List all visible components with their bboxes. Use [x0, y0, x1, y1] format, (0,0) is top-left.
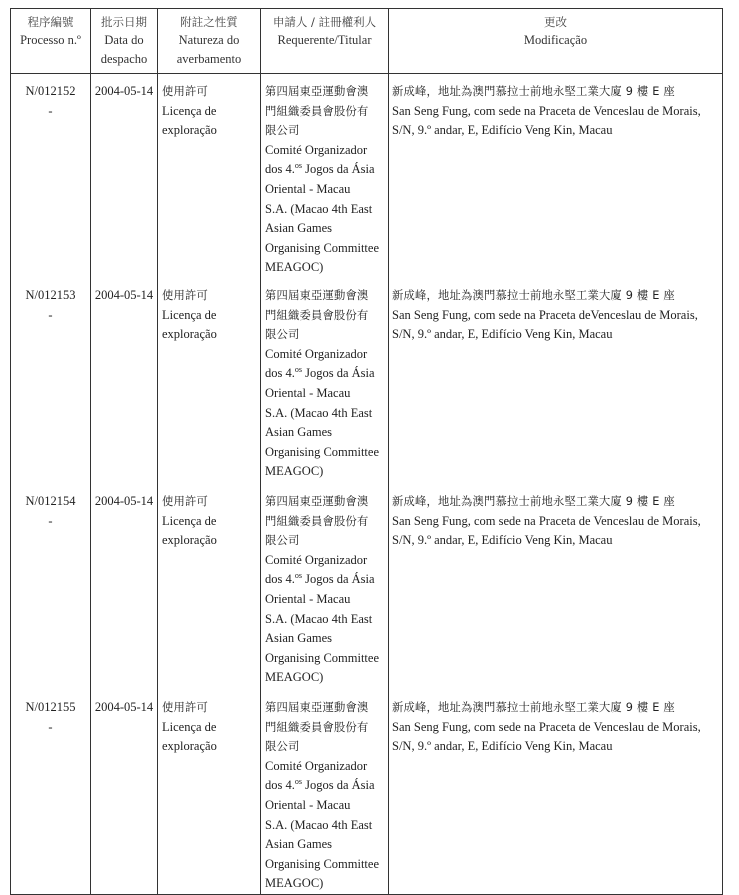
requester-pt-5: Asian Games	[265, 425, 332, 440]
header-process-zh: 程序編號	[27, 15, 74, 29]
modification-cell	[389, 74, 723, 279]
nature-zh: 使用許可	[162, 701, 208, 714]
requester-pt-6: Organising Committee	[265, 650, 379, 665]
nature-zh: 使用許可	[162, 289, 208, 302]
requester-pt-2	[265, 160, 386, 180]
requester-pt-7: MEAGOC)	[265, 670, 324, 685]
requester-pt-4: S.A. (Macao 4th East	[265, 817, 373, 832]
process-dash: -	[48, 719, 53, 734]
nature-cell	[158, 484, 261, 690]
header-date-pt-1: Data do	[104, 33, 144, 47]
requester-zh-3: 限公司	[265, 740, 300, 754]
modification-cell	[389, 484, 723, 690]
nature-pt-2: exploração	[162, 739, 217, 754]
nature-pt-1: Licença de	[162, 719, 217, 734]
requester-pt-7: MEAGOC)	[265, 260, 324, 275]
date-cell: 2004-05-14	[91, 484, 158, 690]
process-dash: -	[48, 513, 53, 528]
requester-pt-2b: Jogos da Ásia	[305, 366, 375, 381]
modification-pt-1: San Seng Fung, com sede na Praceta de Venceslau de Morais,	[392, 513, 701, 528]
requester-zh-1: 第四屆東亞運動會澳	[265, 701, 369, 714]
modification-zh: 新成峰，地址為澳門慕拉士前地永堅工業大廈 9 樓 E 座	[392, 701, 675, 714]
requester-pt-7: MEAGOC)	[265, 464, 324, 479]
header-date-zh: 批示日期	[101, 15, 147, 29]
process-cell	[11, 278, 91, 484]
modification-pt-2: S/N, 9.º andar, E, Edifício Veng Kin, Macau	[392, 123, 613, 138]
nature-pt-2: exploração	[162, 533, 217, 548]
requester-pt-2a: dos 4.	[265, 778, 295, 793]
header-date-pt-2: despacho	[100, 52, 148, 66]
requester-pt-6: Organising Committee	[265, 240, 379, 255]
requester-zh-1: 第四屆東亞運動會澳	[265, 495, 369, 508]
requester-zh-1: 第四屆東亞運動會澳	[265, 85, 369, 98]
requester-pt-2b: Jogos da Ásia	[305, 162, 375, 177]
requester-pt-2	[265, 364, 386, 384]
requester-zh-3: 限公司	[265, 328, 300, 342]
header-nature-pt-2: averbamento	[176, 52, 242, 66]
table-row	[11, 484, 723, 690]
requester-pt-1: Comité Organizador	[265, 346, 368, 361]
requester-pt-sup: os	[294, 365, 302, 375]
requester-pt-5: Asian Games	[265, 837, 332, 852]
requester-pt-2a: dos 4.	[265, 366, 295, 381]
process-dash: -	[48, 307, 53, 322]
header-nature-pt-1: Natureza do	[178, 33, 240, 47]
requester-pt-3: Oriental - Macau	[265, 181, 351, 196]
requester-pt-4: S.A. (Macao 4th East	[265, 201, 373, 216]
modification-pt-2: S/N, 9.º andar, E, Edifício Veng Kin, Macau	[392, 327, 613, 342]
requester-pt-2b: Jogos da Ásia	[305, 572, 375, 587]
requester-zh-2: 門組織委員會股份有	[265, 514, 369, 528]
modification-pt-2: S/N, 9.º andar, E, Edifício Veng Kin, Macau	[392, 739, 613, 754]
requester-zh-2: 門組織委員會股份有	[265, 720, 369, 734]
requester-zh-3: 限公司	[265, 124, 300, 138]
process-dash: -	[48, 103, 53, 118]
requester-pt-5: Asian Games	[265, 221, 332, 236]
header-process	[11, 9, 91, 74]
requester-pt-3: Oriental - Macau	[265, 591, 351, 606]
process-number: N/012155	[25, 700, 76, 714]
nature-cell	[158, 690, 261, 894]
table-row	[11, 690, 723, 894]
requester-zh-2: 門組織委員會股份有	[265, 308, 369, 322]
requester-pt-7: MEAGOC)	[265, 876, 324, 891]
requester-pt-2	[265, 776, 386, 796]
process-cell	[11, 74, 91, 279]
requester-pt-1: Comité Organizador	[265, 552, 368, 567]
modification-pt-1: San Seng Fung, com sede na Praceta deVenceslau de Morais,	[392, 307, 698, 322]
modification-pt-2: S/N, 9.º andar, E, Edifício Veng Kin, Macau	[392, 533, 613, 548]
nature-zh: 使用許可	[162, 85, 208, 98]
requester-pt-3: Oriental - Macau	[265, 385, 351, 400]
header-modification-zh: 更改	[544, 15, 567, 29]
modification-zh: 新成峰，地址為澳門慕拉士前地永堅工業大廈 9 樓 E 座	[392, 495, 675, 508]
requester-zh-3: 限公司	[265, 534, 300, 548]
requester-pt-2	[265, 570, 386, 590]
header-modification-pt: Modificação	[523, 33, 588, 47]
header-process-pt: Processo n.º	[20, 33, 81, 47]
header-requester-pt: Requerente/Titular	[277, 33, 372, 47]
nature-pt-2: exploração	[162, 123, 217, 138]
averbamento-table	[10, 8, 723, 895]
table-row	[11, 278, 723, 484]
nature-cell	[158, 278, 261, 484]
requester-cell	[261, 74, 389, 279]
modification-cell	[389, 278, 723, 484]
requester-pt-2b: Jogos da Ásia	[305, 778, 375, 793]
requester-pt-1: Comité Organizador	[265, 758, 368, 773]
nature-pt-1: Licença de	[162, 103, 217, 118]
requester-zh-2: 門組織委員會股份有	[265, 104, 369, 118]
process-number: N/012152	[25, 84, 76, 98]
nature-cell	[158, 74, 261, 279]
requester-pt-sup: os	[294, 571, 302, 581]
modification-pt-1: San Seng Fung, com sede na Praceta de Venceslau de Morais,	[392, 719, 701, 734]
modification-pt-1: San Seng Fung, com sede na Praceta de Venceslau de Morais,	[392, 103, 701, 118]
header-modification	[389, 9, 723, 74]
requester-cell	[261, 690, 389, 894]
process-number: N/012154	[25, 494, 76, 508]
requester-pt-4: S.A. (Macao 4th East	[265, 405, 373, 420]
process-number: N/012153	[25, 288, 76, 302]
requester-pt-6: Organising Committee	[265, 444, 379, 459]
date-cell: 2004-05-14	[91, 74, 158, 279]
nature-pt-2: exploração	[162, 327, 217, 342]
modification-zh: 新成峰，地址為澳門慕拉士前地永堅工業大廈 9 樓 E 座	[392, 289, 675, 302]
requester-pt-sup: os	[294, 777, 302, 787]
averbamento-table-page	[10, 8, 723, 895]
process-cell	[11, 690, 91, 894]
requester-cell	[261, 278, 389, 484]
header-date	[91, 9, 158, 74]
requester-pt-sup: os	[294, 161, 302, 171]
requester-pt-3: Oriental - Macau	[265, 797, 351, 812]
header-row	[11, 9, 723, 74]
requester-pt-1: Comité Organizador	[265, 142, 368, 157]
requester-pt-2a: dos 4.	[265, 162, 295, 177]
header-requester	[261, 9, 389, 74]
header-nature-zh: 附註之性質	[180, 15, 238, 29]
requester-pt-5: Asian Games	[265, 631, 332, 646]
header-requester-zh: 申請人 / 註冊權利人	[272, 15, 377, 29]
requester-pt-4: S.A. (Macao 4th East	[265, 611, 373, 626]
date-cell: 2004-05-14	[91, 690, 158, 894]
requester-zh-1: 第四屆東亞運動會澳	[265, 289, 369, 302]
nature-zh: 使用許可	[162, 495, 208, 508]
nature-pt-1: Licença de	[162, 513, 217, 528]
header-nature	[158, 9, 261, 74]
process-cell	[11, 484, 91, 690]
modification-cell	[389, 690, 723, 894]
requester-pt-2a: dos 4.	[265, 572, 295, 587]
nature-pt-1: Licença de	[162, 307, 217, 322]
requester-pt-6: Organising Committee	[265, 856, 379, 871]
modification-zh: 新成峰，地址為澳門慕拉士前地永堅工業大廈 9 樓 E 座	[392, 85, 675, 98]
requester-cell	[261, 484, 389, 690]
date-cell: 2004-05-14	[91, 278, 158, 484]
table-row	[11, 74, 723, 279]
